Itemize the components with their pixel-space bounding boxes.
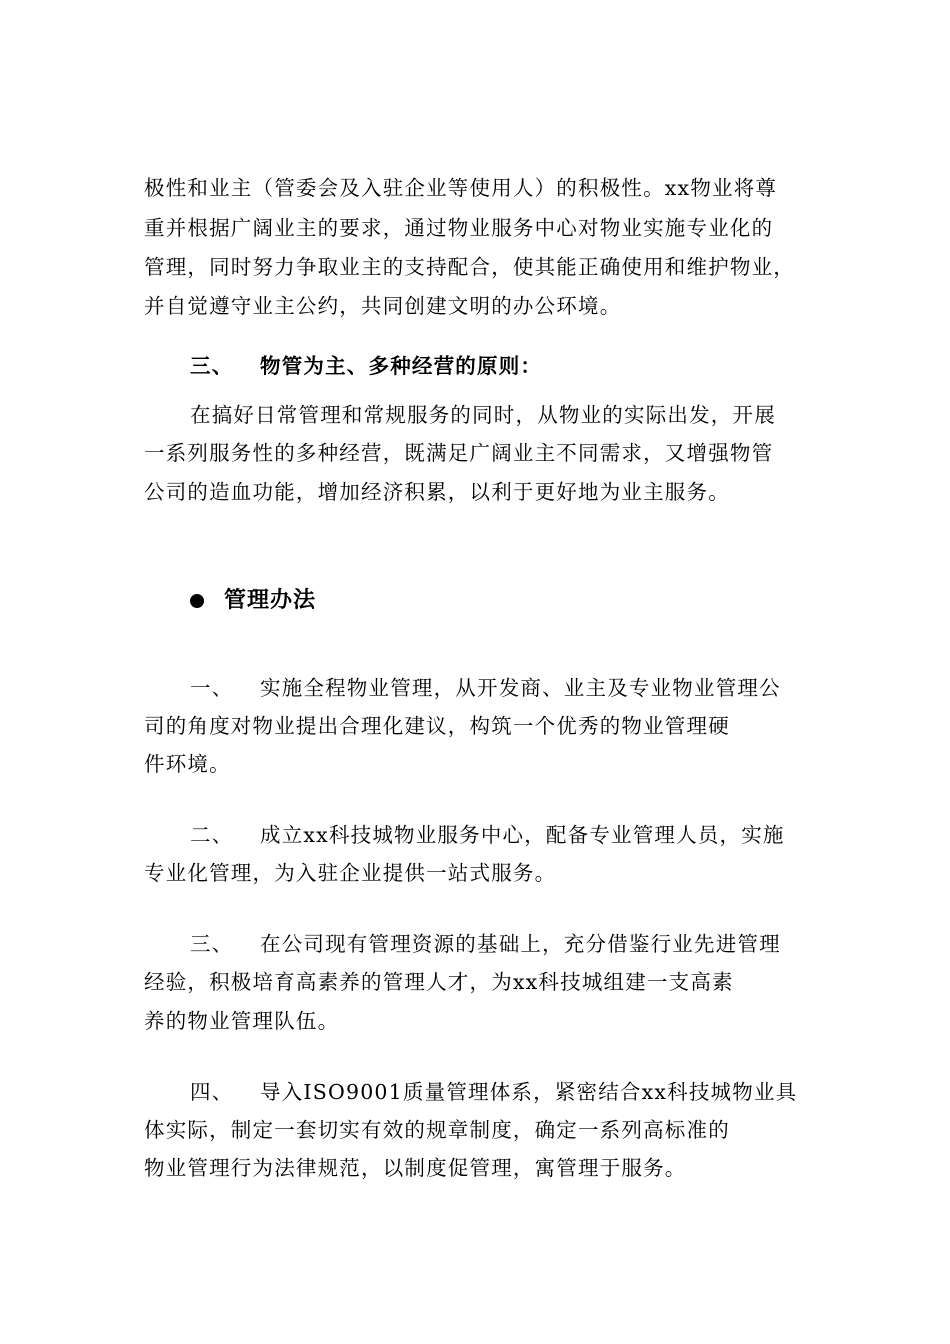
principle-heading xyxy=(190,350,542,382)
principle-number: 三、 xyxy=(190,354,234,378)
list-item-line: 经验，积极培育高素养的管理人才，为xx科技城组建一支高素 xyxy=(144,970,734,994)
list-item-line: 物业管理行为法律规范，以制度促管理，寓管理于服务。 xyxy=(144,1156,687,1180)
list-item-line: 司的角度对物业提出合理化建议，构筑一个优秀的物业管理硬 xyxy=(144,714,730,738)
section-heading xyxy=(190,585,316,617)
list-item-first-line xyxy=(190,672,781,704)
paragraph-line: 并自觉遵守业主公约，共同创建文明的办公环境。 xyxy=(144,294,622,318)
list-item-number: 四、 xyxy=(190,1080,234,1104)
list-item-text: 实施全程物业管理，从开发商、业主及专业物业管理公 xyxy=(260,676,781,700)
bullet-icon xyxy=(190,594,204,608)
paragraph-line: 公司的造血功能，增加经济积累，以利于更好地为业主服务。 xyxy=(144,480,730,504)
list-item-text: 成立xx科技城物业服务中心，配备专业管理人员，实施 xyxy=(260,823,785,847)
list-item-number: 二、 xyxy=(190,823,234,847)
list-item-number: 三、 xyxy=(190,932,234,956)
list-item-text: 在公司现有管理资源的基础上，充分借鉴行业先进管理 xyxy=(260,932,781,956)
paragraph-line: 管理，同时努力争取业主的支持配合，使其能正确使用和维护物业， xyxy=(144,255,795,279)
list-item-text: 导入ISO9001质量管理体系，紧密结合xx科技城物业具 xyxy=(260,1080,798,1104)
list-item-line: 养的物业管理队伍。 xyxy=(144,1009,340,1033)
list-item-line: 件环境。 xyxy=(144,752,231,776)
paragraph-line: 一系列服务性的多种经营，既满足广阔业主不同需求，又增强物管 xyxy=(144,441,774,465)
paragraph-line: 在搞好日常管理和常规服务的同时，从物业的实际出发，开展 xyxy=(190,403,776,427)
section-title: 管理办法 xyxy=(224,588,317,613)
list-item-number: 一、 xyxy=(190,676,234,700)
list-item-first-line xyxy=(190,928,781,960)
list-item-line: 体实际，制定一套切实有效的规章制度，确定一系列高标准的 xyxy=(144,1118,730,1142)
paragraph-line: 重并根据广阔业主的要求，通过物业服务中心对物业实施专业化的 xyxy=(144,216,774,240)
list-item-line: 专业化管理，为入驻企业提供一站式服务。 xyxy=(144,861,557,885)
list-item-first-line xyxy=(190,819,785,851)
list-item-first-line xyxy=(190,1076,797,1108)
paragraph-line: 极性和业主（管委会及入驻企业等使用人）的积极性。xx物业将尊 xyxy=(144,176,778,200)
principle-title: 物管为主、多种经营的原则： xyxy=(260,354,543,378)
